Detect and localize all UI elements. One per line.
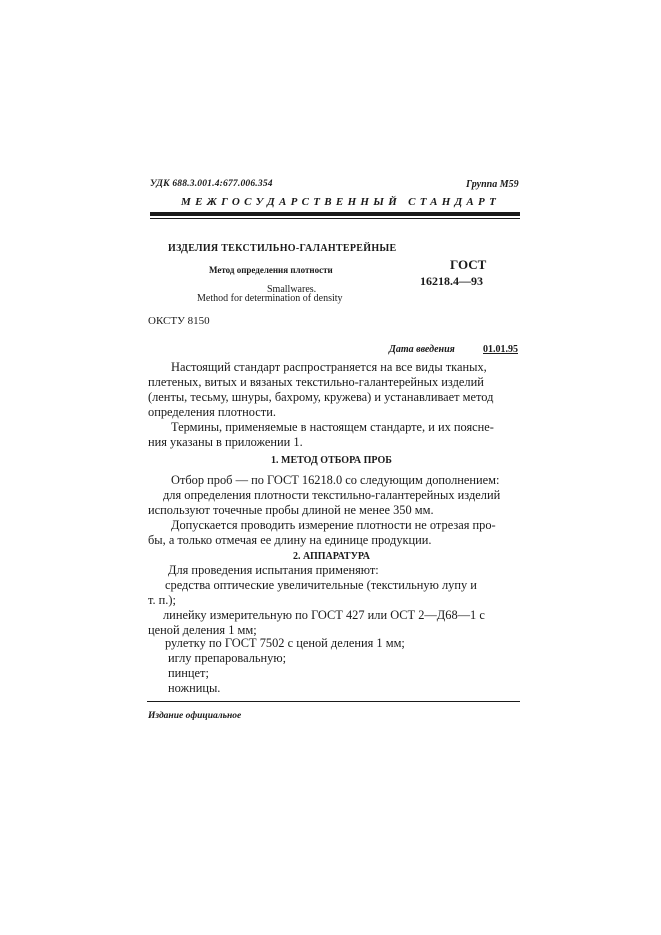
okstu-code: ОКСТУ 8150 [148,315,210,327]
section-2-line: ножницы. [168,681,221,695]
section-2-line: средства оптические увеличительные (текстильную лупу и [165,578,477,592]
section-1-line: Допускается проводить измерение плотности не отрезая про- [171,518,496,532]
section-2-line: т. п.); [148,593,176,607]
effective-date-value: 01.01.95 [483,344,518,355]
document-subtitle-en: Method for determination of density [197,293,343,304]
group-code: Группа М59 [466,179,519,190]
intro-line: ния указаны в приложении 1. [148,435,303,449]
section-2-line: иглу препаровальную; [168,651,287,665]
standard-type-heading: МЕЖГОСУДАРСТВЕННЫЙ СТАНДАРТ [181,196,501,208]
footer-rule [147,701,520,702]
document-title-ru: ИЗДЕЛИЯ ТЕКСТИЛЬНО-ГАЛАНТЕРЕЙНЫЕ [168,243,397,254]
section-1-line: бы, а только отмечая ее длину на единице продукции. [148,533,432,547]
header-rule-thin [150,218,520,219]
section-2-line: пинцет; [168,666,209,680]
section-2-line: линейку измерительную по ГОСТ 427 или ОСТ 2—Д68—1 с [163,608,485,622]
section-1-heading: 1. МЕТОД ОТБОРА ПРОБ [271,455,392,466]
section-1-line: для определения плотности текстильно-галантерейных изделий [163,488,501,502]
effective-date-label: Дата введения [389,344,455,355]
intro-line: Термины, применяемые в настоящем стандарте, и их поясне- [171,420,494,434]
official-edition-note: Издание официальное [148,711,242,721]
intro-line: Настоящий стандарт распространяется на все виды тканых, [171,360,487,374]
intro-line: (ленты, тесьму, шнуры, бахрому, кружева) и устанавливает метод [148,390,494,404]
gost-label: ГОСТ [450,257,487,272]
section-2-line: рулетку по ГОСТ 7502 с ценой деления 1 мм; [165,636,405,650]
intro-line: определения плотности. [148,405,276,419]
gost-number: 16218.4—93 [420,274,483,288]
document-title-en: Smallwares. [267,284,317,295]
intro-line: плетеных, витых и вязаных текстильно-галантерейных изделий [148,375,484,389]
section-2-heading: 2. АППАРАТУРА [293,551,370,562]
section-2-line: Для проведения испытания применяют: [168,563,379,577]
udk-code: УДК 688.3.001.4:677.006.354 [150,179,273,189]
section-2-line: ценой деления 1 мм; [148,623,257,637]
section-1-line: используют точечные пробы длиной не менее 350 мм. [148,503,434,517]
document-subtitle-ru: Метод определения плотности [209,265,333,275]
section-1-line: Отбор проб — по ГОСТ 16218.0 со следующим дополнением: [171,473,500,487]
header-rule-thick [150,212,520,216]
